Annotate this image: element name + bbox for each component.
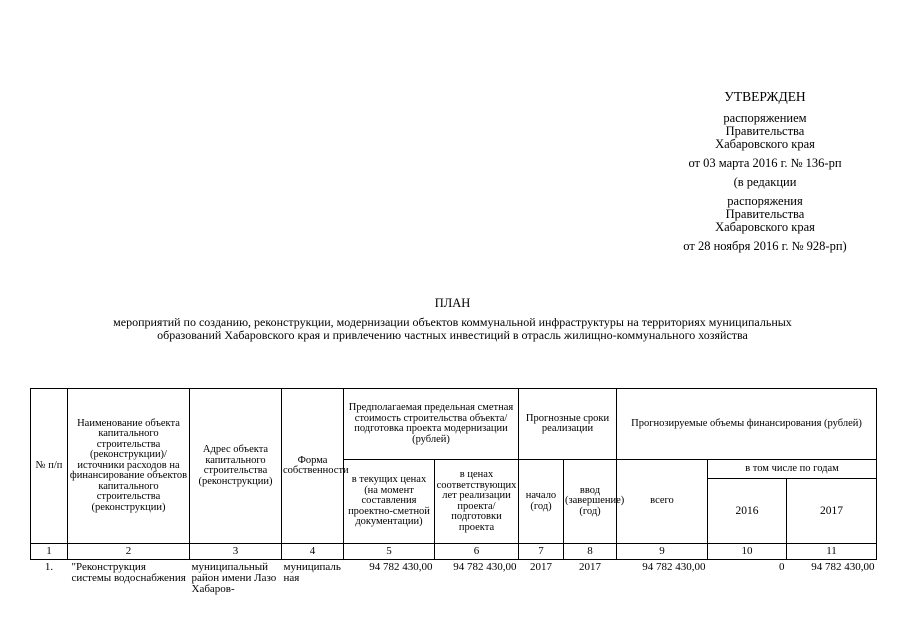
header-total: всего: [617, 460, 708, 544]
column-number: 3: [190, 544, 282, 560]
header-terms-group: Прогнозные сроки реализации: [519, 389, 617, 460]
plan-table: [30, 388, 877, 595]
row-cost-adjusted: 94 782 430,00: [453, 561, 517, 573]
approval-line: Правительства: [725, 124, 805, 138]
row-cost-current: 94 782 430,00: [369, 561, 433, 573]
header-end: ввод (завершение) (год): [564, 460, 617, 544]
plan-title: ПЛАН: [434, 296, 471, 310]
header-num: № п/п: [31, 389, 68, 544]
row-name: "Реконструкция системы водоснабжения: [71, 561, 186, 584]
row-total: 94 782 430,00: [642, 561, 706, 573]
column-number: 8: [564, 544, 617, 560]
approval-line: Хабаровского края: [715, 220, 815, 234]
row-2017: 94 782 430,00: [811, 561, 875, 573]
header-start: начало (год): [519, 460, 564, 544]
row-num: 1.: [44, 561, 54, 573]
header-funding-group: Прогнозируемые объемы финансирования (рублей): [617, 389, 877, 460]
header-by-years: в том числе по годам: [708, 460, 877, 479]
approval-line: (в редакции: [733, 175, 797, 189]
column-number-row: [31, 544, 877, 560]
approval-line: Правительства: [725, 207, 805, 221]
header-year-2017: 2017: [787, 479, 877, 544]
header-cost-adjusted: в ценах соответствующих лет реализации проекта/ подготовки проекта: [435, 460, 519, 544]
column-number: 7: [519, 544, 564, 560]
column-number: 1: [31, 544, 68, 560]
approval-line: распоряжением: [723, 111, 807, 125]
header-name: Наименование объекта капитального строительства (реконструкции)/ источники расходов на финансирование объектов капитального строительства (реконструкции): [68, 389, 190, 544]
approval-revision-date: от 28 ноября 2016 г. № 928-рп): [683, 239, 847, 253]
row-address: муниципальный район имени Лазо Хабаров-: [191, 561, 277, 595]
header-cost-current: в текущих ценах (на момент составления проектно-сметной документации): [344, 460, 435, 544]
column-number: 5: [344, 544, 435, 560]
approval-date: от 03 марта 2016 г. № 136-рп: [688, 156, 842, 170]
column-number: 9: [617, 544, 708, 560]
column-number: 11: [787, 544, 877, 560]
column-number: 6: [435, 544, 519, 560]
table-row: [31, 560, 877, 596]
header-year-2016: 2016: [708, 479, 787, 544]
row-ownership: муниципальная: [283, 561, 341, 584]
plan-subtitle: мероприятий по созданию, реконструкции, модернизации объектов коммунальной инфраструктуры на территориях муниципальных образований Хабаровского края и привлечению частных инвестиций в отрасль жилищно-коммунального хозяйства: [113, 315, 792, 342]
row-end: 2017: [579, 561, 601, 573]
row-start: 2017: [530, 561, 552, 573]
approval-title: УТВЕРЖДЕН: [724, 89, 806, 104]
column-number: 4: [282, 544, 344, 560]
column-number: 2: [68, 544, 190, 560]
header-ownership: Форма собственности: [282, 389, 344, 544]
row-2016: 0: [779, 561, 785, 573]
column-number: 10: [708, 544, 787, 560]
header-cost-group: Предполагаемая предельная сметная стоимость строительства объекта/ подготовка проекта модернизации (рублей): [344, 389, 519, 460]
header-address: Адрес объекта капитального строительства (реконструкции): [190, 389, 282, 544]
approval-line: распоряжения: [727, 194, 803, 208]
approval-line: Хабаровского края: [715, 137, 815, 151]
approval-stamp: [640, 90, 890, 253]
